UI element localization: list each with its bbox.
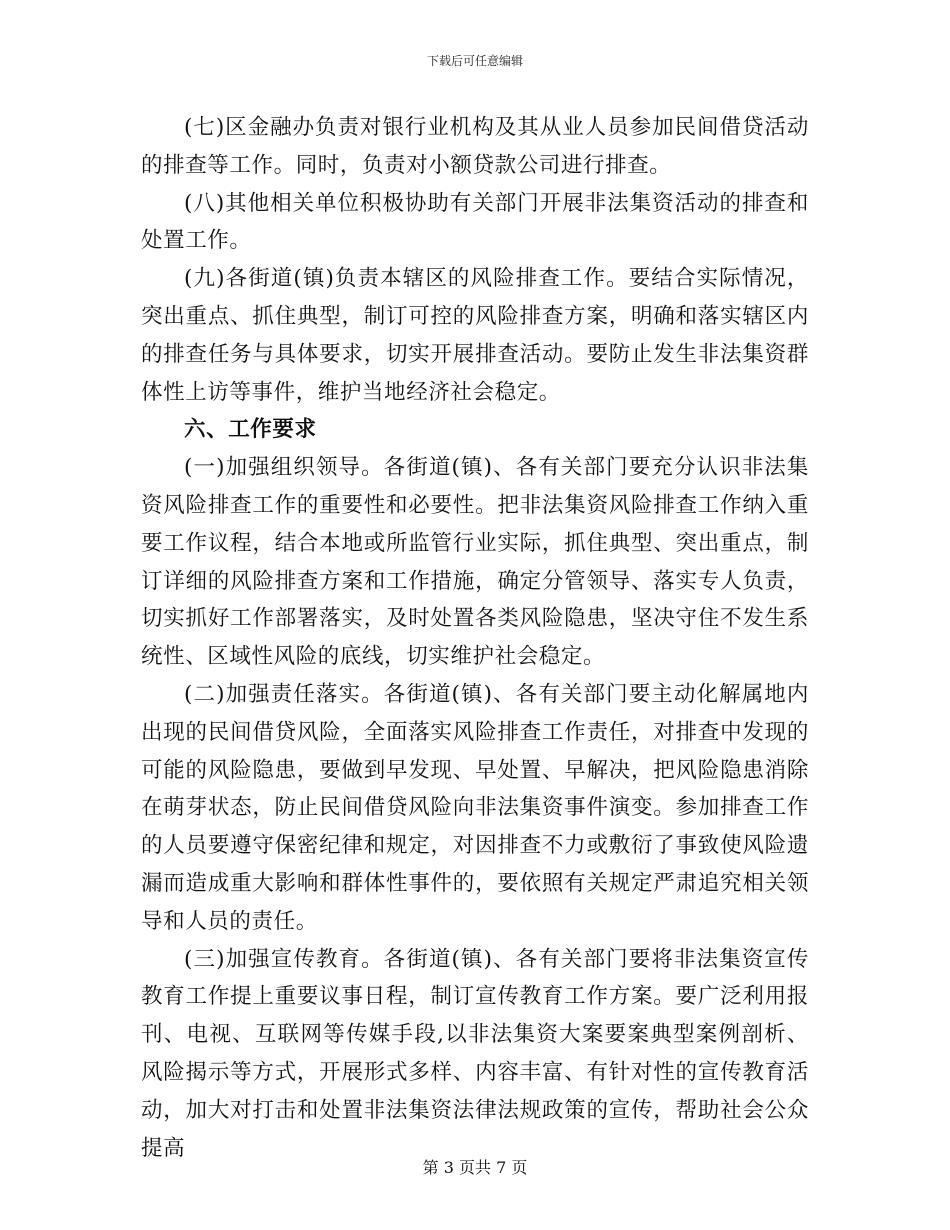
paragraph-8: (八)其他相关单位积极协助有关部门开展非法集资活动的排查和处置工作。 (141, 190, 809, 254)
paragraph-7: (七)区金融办负责对银行业机构及其从业人员参加民间借贷活动的排查等工作。同时，负责对小额贷款公司进行排查。 (141, 115, 809, 178)
paragraph-9: (九)各街道(镇)负责本辖区的风险排查工作。要结合实际情况，突出重点、抓住典型，制订可控的风险排查方案，明确和落实辖区内的排查任务与具体要求，切实开展排查活动。要防止发生非法集资群体性上访等事件，维护当地经济社会稳定。 (141, 266, 809, 405)
requirement-paragraph-3: (三)加强宣传教育。各街道(镇)、各有关部门要将非法集资宣传教育工作提上重要议事日程，制订宣传教育工作方案。要广泛利用报刊、电视、互联网等传媒手段,以非法集资大案要案典型案例剖析、风险揭示等方式，开展形式多样、内容丰富、有针对性的宣传教育活动，加大对打击和处置非法集资法律法规政策的宣传，帮助社会公众提高 (141, 946, 809, 1161)
document-body (141, 109, 809, 1167)
section-heading: 六、工作要求 (184, 417, 317, 443)
requirement-paragraph-1: (一)加强组织领导。各街道(镇)、各有关部门要充分认识非法集资风险排查工作的重要性和必要性。把非法集资风险排查工作纳入重要工作议程，结合本地或所监管行业实际，抓住典型、突出重点，制订详细的风险排查方案和工作措施，确定分管领导、落实专人负责，切实抓好工作部署落实，及时处置各类风险隐患，坚决守住不发生系统性、区域性风险的底线，切实维护社会稳定。 (141, 455, 809, 670)
page-header: 下载后可任意编辑 (426, 54, 523, 68)
requirement-paragraph-2: (二)加强责任落实。各街道(镇)、各有关部门要主动化解属地内出现的民间借贷风险，全面落实风险排查工作责任，对排查中发现的可能的风险隐患，要做到早发现、早处置、早解决，把风险隐患消除在萌芽状态，防止民间借贷风险向非法集资事件演变。参加排查工作的人员要遵守保密纪律和规定，对因排查不力或敷衍了事致使风险遗漏而造成重大影响和群体性事件的，要依照有关规定严肃追究相关领导和人员的责任。 (141, 681, 809, 934)
page-number: 第 3 页共 7 页 (422, 1158, 528, 1177)
